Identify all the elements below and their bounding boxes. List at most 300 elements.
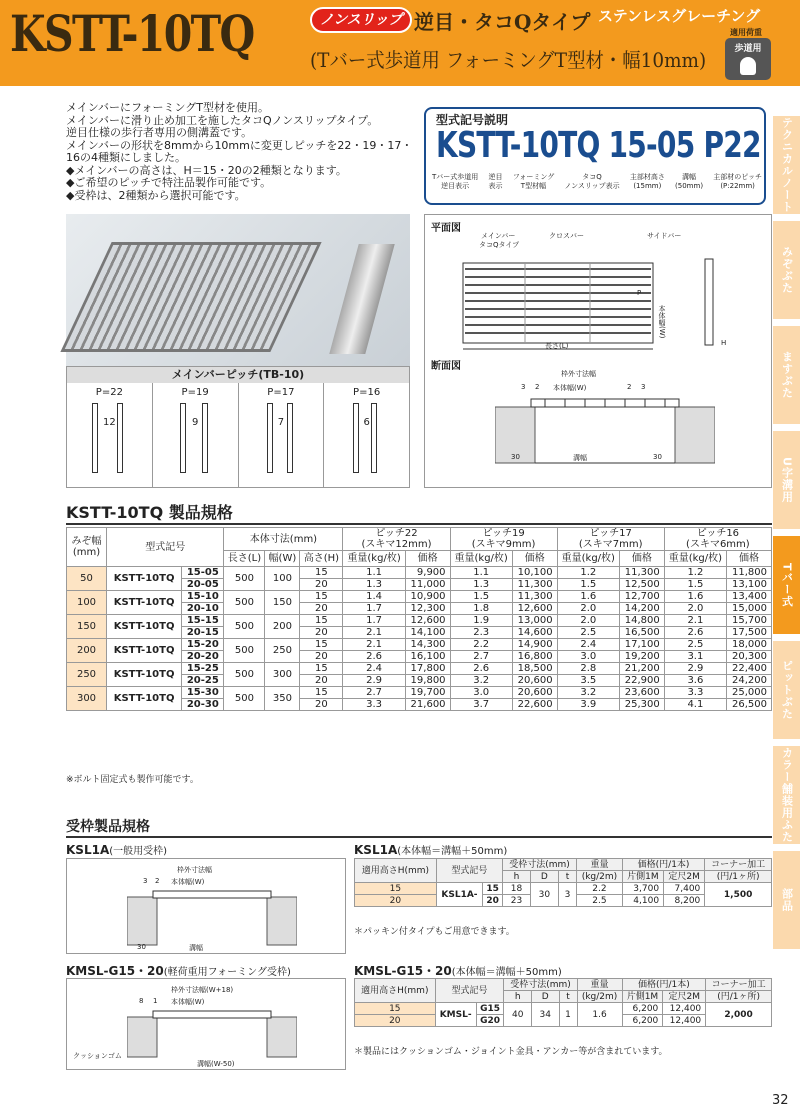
gap-value: 6 <box>363 417 370 428</box>
price-cell: 13,100 <box>727 579 772 591</box>
ksl-table <box>354 858 772 907</box>
weight-cell: 1.4 <box>343 591 405 603</box>
col-model: 型式記号 <box>436 859 502 883</box>
price-cell: 25,000 <box>727 687 772 699</box>
side-bar-label: サイドバー <box>647 232 682 240</box>
tab-color-paving[interactable]: カラー舗装用ふた <box>773 746 800 844</box>
price-cell: 14,900 <box>512 639 557 651</box>
pitch-cell <box>67 383 153 487</box>
pitch-cell <box>239 383 325 487</box>
weight-cell: 2.4 <box>557 639 619 651</box>
pitch-value: P=17 <box>267 387 295 398</box>
kmsl-table-title: KMSL-G15・20(本体幅＝溝幅＋50mm) <box>354 964 562 978</box>
col-height: 適用高さH(mm) <box>355 979 436 1003</box>
length-cell: 500 <box>224 615 265 639</box>
model-cell: KSTT-10TQ <box>107 615 182 639</box>
bar-profile <box>287 403 293 473</box>
kmsl-section-svg <box>127 1009 297 1059</box>
gutter-width-cell: 150 <box>67 615 107 639</box>
ksl-label: KSL1A(一般用受枠) <box>66 843 168 857</box>
code-part: タコQ ノンスリップ表示 <box>564 173 620 190</box>
col-dims: 受枠寸法(mm) <box>504 979 577 991</box>
table-row: 20 G20 6,200 12,400 <box>355 1015 772 1027</box>
col-one-side: 片側1M <box>622 991 663 1003</box>
weight-cell: 1.3 <box>343 579 405 591</box>
price-cell: 22,900 <box>619 675 664 687</box>
code-parts <box>432 173 762 191</box>
length-cell: 500 <box>224 663 265 687</box>
weight-cell: 2.7 <box>450 651 512 663</box>
model-code-cell: 20-10 <box>182 603 224 615</box>
weight-cell: 1.2 <box>664 567 726 579</box>
weight-cell: 3.3 <box>664 687 726 699</box>
col-corner-unit: (円/1ヶ所) <box>706 991 772 1003</box>
weight-cell: 2.1 <box>343 627 405 639</box>
subtitle-type: 逆目・タコQタイプ <box>414 10 591 34</box>
dim-30-right: 30 <box>653 453 662 461</box>
width-label: 本体幅(W) <box>658 305 666 339</box>
model-cell: KSTT-10TQ <box>107 591 182 615</box>
col-weight: 重量(kg/枚) <box>557 551 619 567</box>
pitch-value: P=19 <box>181 387 209 398</box>
col-length: 長さ(L) <box>224 551 265 567</box>
code-part: Tバー式歩道用 逆目表示 <box>432 173 479 190</box>
price-cell: 21,600 <box>405 699 450 711</box>
weight-cell: 2.6 <box>450 663 512 675</box>
gutter-width-cell: 300 <box>67 687 107 711</box>
weight-cell: 1.3 <box>450 579 512 591</box>
col-width: みぞ幅(mm) <box>67 528 107 567</box>
cross-bar-label: クロスバー <box>549 232 584 240</box>
weight-cell: 3.3 <box>343 699 405 711</box>
col-weight: 重量(kg/枚) <box>343 551 405 567</box>
pitch-cell <box>153 383 239 487</box>
model-code-cell: 20-05 <box>182 579 224 591</box>
page-header <box>0 0 800 86</box>
col-dims: 本体寸法(mm) <box>224 528 343 551</box>
price-cell: 11,300 <box>512 591 557 603</box>
weight-cell: 1.1 <box>450 567 512 579</box>
w-cell: 100 <box>265 567 300 591</box>
price-cell: 18,500 <box>512 663 557 675</box>
col-model: 型式記号 <box>107 528 224 567</box>
table-row <box>67 639 772 651</box>
technical-drawing <box>424 214 772 488</box>
col-weight-unit: (kg/2m) <box>577 871 623 883</box>
tab-masubuta[interactable]: ますぶた <box>773 326 800 424</box>
ksl-dim30: 30 <box>137 943 146 951</box>
dim-30-left: 30 <box>511 453 520 461</box>
model-code-cell: 15-25 <box>182 663 224 675</box>
tab-parts[interactable]: 部品 <box>773 851 800 949</box>
col-h: h <box>503 871 531 883</box>
h-cell: 15 <box>300 639 343 651</box>
ksl-table-title: KSL1A(本体幅＝溝幅＋50mm) <box>354 843 508 857</box>
col-model: 型式記号 <box>435 979 504 1003</box>
weight-cell: 3.5 <box>557 675 619 687</box>
length-cell: 500 <box>224 567 265 591</box>
weight-cell: 3.1 <box>664 651 726 663</box>
price-cell: 12,700 <box>619 591 664 603</box>
frame-section-title: 受枠製品規格 <box>66 816 772 838</box>
plan-view-svg <box>455 255 765 355</box>
bar-profile <box>371 403 377 473</box>
col-d: D <box>530 871 558 883</box>
model-cell: KSTT-10TQ <box>107 687 182 711</box>
price-cell: 12,600 <box>512 603 557 615</box>
col-fixed: 定尺2M <box>663 991 706 1003</box>
weight-cell: 2.9 <box>343 675 405 687</box>
model-code-cell: 20-15 <box>182 627 224 639</box>
price-cell: 18,000 <box>727 639 772 651</box>
h-cell: 20 <box>300 651 343 663</box>
w-cell: 250 <box>265 639 300 663</box>
price-cell: 26,500 <box>727 699 772 711</box>
gutter-width-cell: 100 <box>67 591 107 615</box>
h-cell: 20 <box>300 603 343 615</box>
price-cell: 11,300 <box>512 579 557 591</box>
col-weight: 重量(kg/枚) <box>450 551 512 567</box>
price-cell: 20,600 <box>512 675 557 687</box>
weight-cell: 3.6 <box>664 675 726 687</box>
ksl-dim3: 3 <box>143 877 148 885</box>
col-d: D <box>531 991 559 1003</box>
takoq-label: タコQタイプ <box>479 241 520 249</box>
intro-line: ◆受枠は、2種類から選択可能です。 <box>66 188 246 202</box>
price-cell: 22,400 <box>727 663 772 675</box>
table-row: 15 KMSL- G15 40 34 1 1.6 6,200 12,400 2,000 <box>355 1003 772 1015</box>
col-h: h <box>504 991 532 1003</box>
tab-pit-cover[interactable]: ピットぶた <box>773 641 800 739</box>
gap-value: 9 <box>191 417 199 428</box>
tab-tbar[interactable]: Tバー式 <box>773 536 800 634</box>
code-part: フォーミング T型材幅 <box>512 173 555 190</box>
price-cell: 16,100 <box>405 651 450 663</box>
intro-line: ◆メインバーの高さは、H＝15・20の2種類となります。 <box>66 163 347 177</box>
weight-cell: 1.6 <box>557 591 619 603</box>
gutter-width-cell: 50 <box>67 567 107 591</box>
plan-view-label: 平面図 <box>431 223 461 234</box>
weight-cell: 1.1 <box>343 567 405 579</box>
w-cell: 300 <box>265 663 300 687</box>
table-row: 15 KSL1A- 15 18 30 3 2.2 3,700 7,400 1,500 <box>355 883 772 895</box>
kmsl-table <box>354 978 772 1027</box>
weight-cell: 2.6 <box>664 627 726 639</box>
weight-cell: 1.5 <box>450 591 512 603</box>
weight-cell: 2.7 <box>343 687 405 699</box>
model-code-cell: 20-25 <box>182 675 224 687</box>
bar-profile <box>117 403 123 473</box>
side-index-tabs <box>773 116 800 956</box>
kmsl-drawing <box>66 978 346 1070</box>
weight-cell: 2.3 <box>450 627 512 639</box>
pedestrian-icon <box>740 57 756 75</box>
category-label: ステンレスグレーチング <box>598 7 761 25</box>
weight-cell: 1.6 <box>664 591 726 603</box>
model-code-cell: 15-20 <box>182 639 224 651</box>
col-price: 価格 <box>405 551 450 567</box>
h-cell: 20 <box>300 699 343 711</box>
col-h: 高さ(H) <box>300 551 343 567</box>
price-cell: 16,500 <box>619 627 664 639</box>
price-cell: 19,700 <box>405 687 450 699</box>
tab-u-gutter[interactable]: U字溝用 <box>773 431 800 529</box>
main-bar-label: メインバー <box>481 232 516 240</box>
bar-profile <box>353 403 359 473</box>
w-cell: 200 <box>265 615 300 639</box>
price-cell: 12,600 <box>405 615 450 627</box>
kmsl-body-label: 本体幅(W) <box>171 998 205 1006</box>
price-cell: 17,500 <box>727 627 772 639</box>
weight-cell: 2.0 <box>557 603 619 615</box>
price-cell: 11,800 <box>727 567 772 579</box>
product-photo <box>66 214 410 366</box>
price-cell: 10,900 <box>405 591 450 603</box>
col-price: 価格 <box>512 551 557 567</box>
price-cell: 12,500 <box>619 579 664 591</box>
nonslip-badge: ノンスリップ <box>310 7 412 33</box>
price-cell: 14,300 <box>405 639 450 651</box>
weight-cell: 2.0 <box>557 615 619 627</box>
model-code-explanation <box>424 107 766 205</box>
h-label: H <box>721 339 727 347</box>
intro-line: 逆目仕様の歩行者専用の側溝蓋です。 <box>66 126 253 139</box>
tab-mizobuta[interactable]: みぞぶた <box>773 221 800 319</box>
dim-2-left: 2 <box>535 383 540 391</box>
weight-cell: 2.1 <box>343 639 405 651</box>
weight-cell: 1.5 <box>557 579 619 591</box>
table-row <box>67 663 772 675</box>
model-code-cell: 20-30 <box>182 699 224 711</box>
col-pitch16: ピッチ16 (スキマ6mm) <box>664 528 771 551</box>
table-row <box>67 687 772 699</box>
price-cell: 19,200 <box>619 651 664 663</box>
body-width-label: 本体幅(W) <box>553 384 587 392</box>
price-cell: 14,800 <box>619 615 664 627</box>
weight-cell: 3.9 <box>557 699 619 711</box>
load-label: 適用荷重 <box>730 28 762 37</box>
table-row <box>67 615 772 627</box>
model-code-cell: 15-15 <box>182 615 224 627</box>
h-cell: 15 <box>300 687 343 699</box>
weight-cell: 3.2 <box>557 687 619 699</box>
intro-text <box>66 102 416 202</box>
model-cell: KSTT-10TQ <box>107 567 182 591</box>
col-price: 価格 <box>727 551 772 567</box>
weight-cell: 1.7 <box>343 615 405 627</box>
pedestrian-badge-label: 歩道用 <box>734 44 762 54</box>
weight-cell: 1.9 <box>450 615 512 627</box>
ksl-gutter-label: 溝幅 <box>189 944 203 952</box>
length-label: 長さ(L) <box>545 342 569 350</box>
col-price: 価格 <box>619 551 664 567</box>
length-cell: 500 <box>224 591 265 615</box>
price-cell: 15,700 <box>727 615 772 627</box>
col-w: 幅(W) <box>265 551 300 567</box>
col-one-side: 片側1M <box>622 871 663 883</box>
weight-cell: 2.1 <box>664 615 726 627</box>
price-cell: 22,600 <box>512 699 557 711</box>
gap-value: 7 <box>277 417 285 428</box>
col-pitch22: ピッチ22 (スキマ12mm) <box>343 528 450 551</box>
price-cell: 16,800 <box>512 651 557 663</box>
col-pitch19: ピッチ19 (スキマ9mm) <box>450 528 557 551</box>
weight-cell: 2.8 <box>557 663 619 675</box>
price-cell: 15,000 <box>727 603 772 615</box>
pitch-panel <box>66 366 410 488</box>
model-code-cell: 15-10 <box>182 591 224 603</box>
dim-3-left: 3 <box>521 383 526 391</box>
weight-cell: 2.5 <box>664 639 726 651</box>
col-corner-unit: (円/1ヶ所) <box>705 871 772 883</box>
price-cell: 17,800 <box>405 663 450 675</box>
col-corner: コーナー加工 <box>706 979 772 991</box>
h-cell: 20 <box>300 627 343 639</box>
spec-table-body <box>67 567 772 711</box>
model-code-cell: 15-05 <box>182 567 224 579</box>
col-price: 価格(円/1本) <box>622 979 706 991</box>
weight-cell: 1.7 <box>343 603 405 615</box>
code-part: 逆目 表示 <box>488 173 503 190</box>
price-cell: 24,200 <box>727 675 772 687</box>
col-pitch17: ピッチ17 (スキマ7mm) <box>557 528 664 551</box>
weight-cell: 2.0 <box>664 603 726 615</box>
gutter-width-cell: 200 <box>67 639 107 663</box>
col-height: 適用高さH(mm) <box>355 859 437 883</box>
ksl-outer-label: 枠外寸法幅 <box>177 866 212 874</box>
table-row <box>67 567 772 579</box>
col-weight: 重量 <box>577 979 622 991</box>
model-cell: KSTT-10TQ <box>107 639 182 663</box>
p-label: P <box>637 289 642 297</box>
length-cell: 500 <box>224 639 265 663</box>
gap-value: 12 <box>103 417 116 428</box>
price-cell: 11,300 <box>619 567 664 579</box>
dim-2-right: 2 <box>627 383 632 391</box>
price-cell: 21,200 <box>619 663 664 675</box>
cushion-label: クッションゴム <box>73 1052 122 1060</box>
weight-cell: 3.0 <box>557 651 619 663</box>
model-code-cell: 15-30 <box>182 687 224 699</box>
pitch-cell <box>324 383 409 487</box>
spec-section-title: KSTT-10TQ 製品規格 <box>66 500 772 525</box>
intro-line: メインバーの形状を8mmから10mmに変更しピッチを22・19・17・16の4種類にしました。 <box>66 138 413 164</box>
kmsl-label: KMSL-G15・20(軽荷重用フォーミング受枠) <box>66 964 291 978</box>
length-cell: 500 <box>224 687 265 711</box>
col-t: t <box>559 991 577 1003</box>
price-cell: 20,600 <box>512 687 557 699</box>
code-part: 主部材高さ (15mm) <box>629 173 665 190</box>
weight-cell: 1.8 <box>450 603 512 615</box>
h-cell: 20 <box>300 579 343 591</box>
pitch-value: P=22 <box>95 387 123 398</box>
weight-cell: 2.2 <box>450 639 512 651</box>
weight-cell: 2.5 <box>557 627 619 639</box>
w-cell: 150 <box>265 591 300 615</box>
kmsl-dim1: 1 <box>153 997 158 1005</box>
price-cell: 10,100 <box>512 567 557 579</box>
intro-line: ◆ご希望のピッチで特注品製作可能です。 <box>66 176 272 189</box>
bar-profile <box>202 403 208 473</box>
ksl-section-svg <box>127 889 297 947</box>
ksl-note: ＊パッキン付タイプもご用意できます。 <box>354 927 515 937</box>
h-cell: 20 <box>300 675 343 687</box>
table-row: 20 20 23 2.5 4,100 8,200 <box>355 895 772 907</box>
pedestrian-badge <box>725 38 771 80</box>
grating-image <box>60 242 321 352</box>
h-cell: 15 <box>300 591 343 603</box>
price-cell: 12,300 <box>405 603 450 615</box>
model-code: KSTT-10TQ 15-05 P22 <box>436 125 761 166</box>
price-cell: 20,300 <box>727 651 772 663</box>
spec-table <box>66 527 772 711</box>
price-cell: 17,100 <box>619 639 664 651</box>
spec-note: ※ボルト固定式も製作可能です。 <box>66 775 199 785</box>
h-cell: 15 <box>300 615 343 627</box>
col-weight: 重量(kg/枚) <box>664 551 726 567</box>
ksl-drawing <box>66 858 346 954</box>
h-cell: 15 <box>300 567 343 579</box>
model-cell: KSTT-10TQ <box>107 663 182 687</box>
intro-line: メインバーにフォーミングT型材を使用。 <box>66 101 269 114</box>
section-view-svg <box>495 395 715 467</box>
kmsl-outer-label: 枠外寸法幅(W+18) <box>171 986 234 994</box>
kmsl-dim8: 8 <box>139 997 144 1005</box>
weight-cell: 2.6 <box>343 651 405 663</box>
weight-cell: 2.9 <box>664 663 726 675</box>
col-weight: 重量 <box>577 859 623 871</box>
code-box-title: 型式記号説明 <box>436 113 509 127</box>
bar-profile <box>92 403 98 473</box>
price-cell: 19,800 <box>405 675 450 687</box>
price-cell: 14,100 <box>405 627 450 639</box>
price-cell: 13,400 <box>727 591 772 603</box>
weight-cell: 3.0 <box>450 687 512 699</box>
kmsl-note: ＊製品にはクッションゴム・ジョイント金具・アンカー等が含まれています。 <box>354 1047 668 1057</box>
code-part: 溝幅 (50mm) <box>675 173 704 190</box>
price-cell: 25,300 <box>619 699 664 711</box>
pitch-value: P=16 <box>353 387 381 398</box>
tab-technical-note[interactable]: テクニカルノート <box>773 116 800 214</box>
gutter-width-label: 溝幅 <box>573 454 587 462</box>
col-price: 価格(円/1本) <box>622 859 704 871</box>
h-cell: 15 <box>300 663 343 675</box>
price-cell: 14,600 <box>512 627 557 639</box>
gutter-width-cell: 250 <box>67 663 107 687</box>
bar-profile <box>180 403 186 473</box>
ksl-body-label: 本体幅(W) <box>171 878 205 886</box>
kmsl-gutter-label: 溝幅(W-50) <box>197 1060 235 1068</box>
tbar-image <box>329 244 394 354</box>
price-cell: 9,900 <box>405 567 450 579</box>
weight-cell: 1.2 <box>557 567 619 579</box>
code-part: 主部材のピッチ (P:22mm) <box>713 173 762 190</box>
subtitle-desc: (Tバー式歩道用 フォーミングT型材・幅10mm) <box>310 48 707 72</box>
w-cell: 350 <box>265 687 300 711</box>
col-fixed: 定尺2M <box>664 871 705 883</box>
col-weight-unit: (kg/2m) <box>577 991 622 1003</box>
ksl-dim2: 2 <box>155 877 160 885</box>
weight-cell: 1.5 <box>664 579 726 591</box>
bar-profile <box>267 403 273 473</box>
pitch-panel-title: メインバーピッチ(TB-10) <box>67 367 409 383</box>
dim-3-right: 3 <box>641 383 646 391</box>
col-corner: コーナー加工 <box>705 859 772 871</box>
page-title: KSTT-10TQ <box>10 4 254 63</box>
weight-cell: 2.4 <box>343 663 405 675</box>
model-code-cell: 20-20 <box>182 651 224 663</box>
intro-line: メインバーに滑り止め加工を施したタコQノンスリップタイプ。 <box>66 113 379 127</box>
